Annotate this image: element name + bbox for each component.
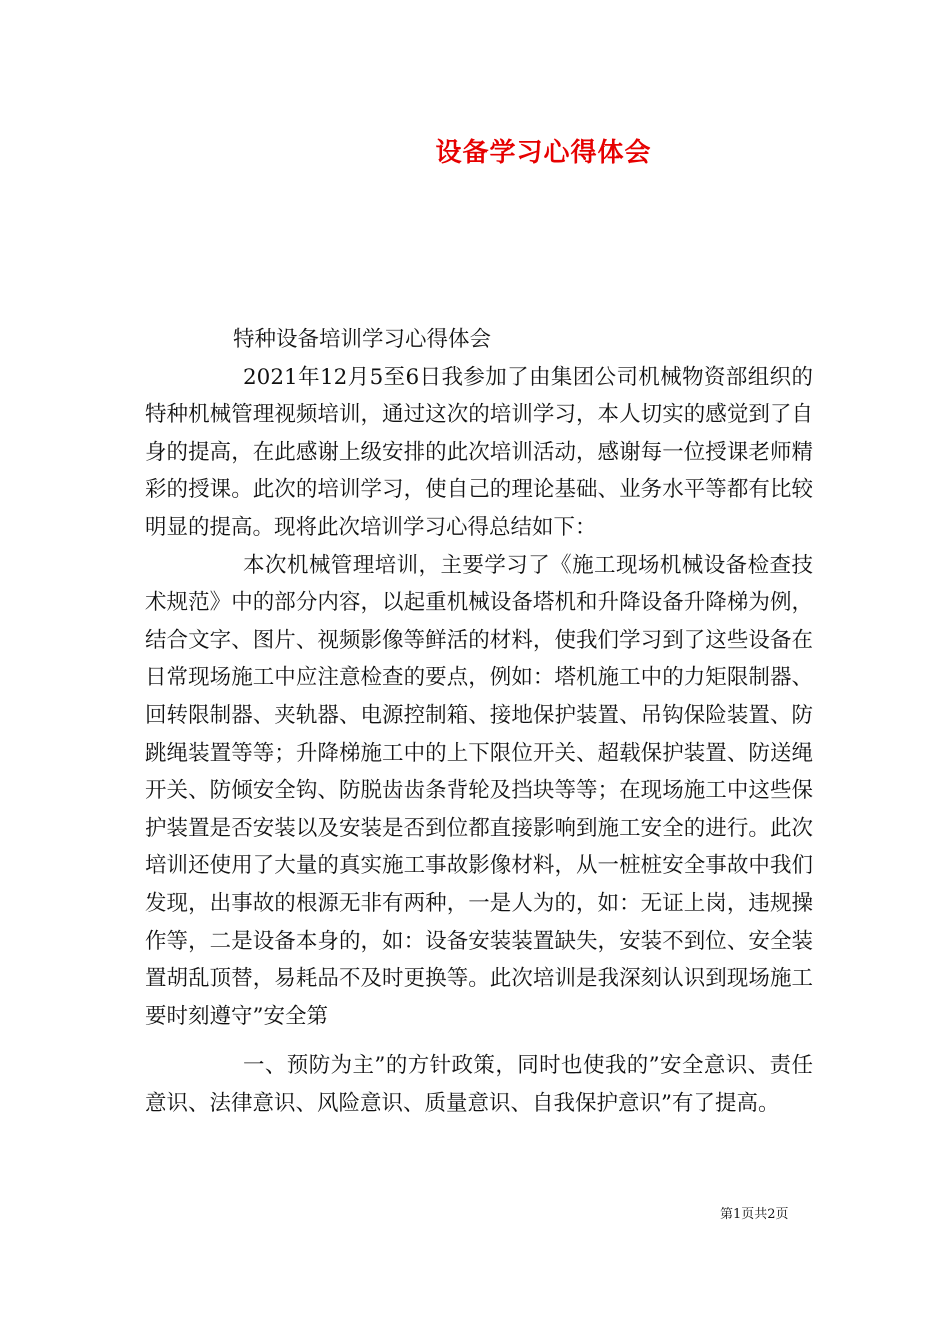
paragraph-conclusion: 一、预防为主”的方针政策，同时也使我的”安全意识、责任意识、法律意识、风险意识、质量意识、自我保护意识”有了提高。 bbox=[145, 1053, 813, 1116]
paragraph-intro: 2021年12月5至6日我参加了由集团公司机械物资部组织的特种机械管理视频培训，通过这次的培训学习，本人切实的感觉到了自身的提高，在此感谢上级安排的此次培训活动，感谢每一位授课老师精彩的授课。此次的培训学习，使自己的理论基础、业务水平等都有比较明显的提高。现将此次培训学习心得总结如下： bbox=[145, 364, 813, 540]
document-body bbox=[145, 321, 813, 1122]
document-subtitle: 特种设备培训学习心得体会 bbox=[233, 327, 492, 352]
paragraph-training-content: 本次机械管理培训，主要学习了《施工现场机械设备检查技术规范》中的部分内容，以起重机械设备塔机和升降设备升降梯为例，结合文字、图片、视频影像等鲜活的材料，使我们学习到了这些设备在日常现场施工中应注意检查的要点，例如：塔机施工中的力矩限制器、回转限制器、夹轨器、电源控制箱、接地保护装置、吊钩保险装置、防跳绳装置等等；升降梯施工中的上下限位开关、超载保护装置、防送绳开关、防倾安全钩、防脱齿齿条背轮及挡块等等；在现场施工中这些保护装置是否安装以及安装是否到位都直接影响到施工安全的进行。此次培训还使用了大量的真实施工事故影像材料，从一桩桩安全事故中我们发现，出事故的根源无非有两种，一是人为的，如：无证上岗，违规操作等，二是设备本身的，如：设备安装装置缺失，安装不到位、安全装置胡乱顶替，易耗品不及时更换等。此次培训是我深刻认识到现场施工要时刻遵守”安全第 bbox=[145, 552, 813, 1029]
document-title: 设备学习心得体会 bbox=[435, 138, 652, 168]
page-number-footer: 第1页共2页 bbox=[720, 1207, 789, 1222]
